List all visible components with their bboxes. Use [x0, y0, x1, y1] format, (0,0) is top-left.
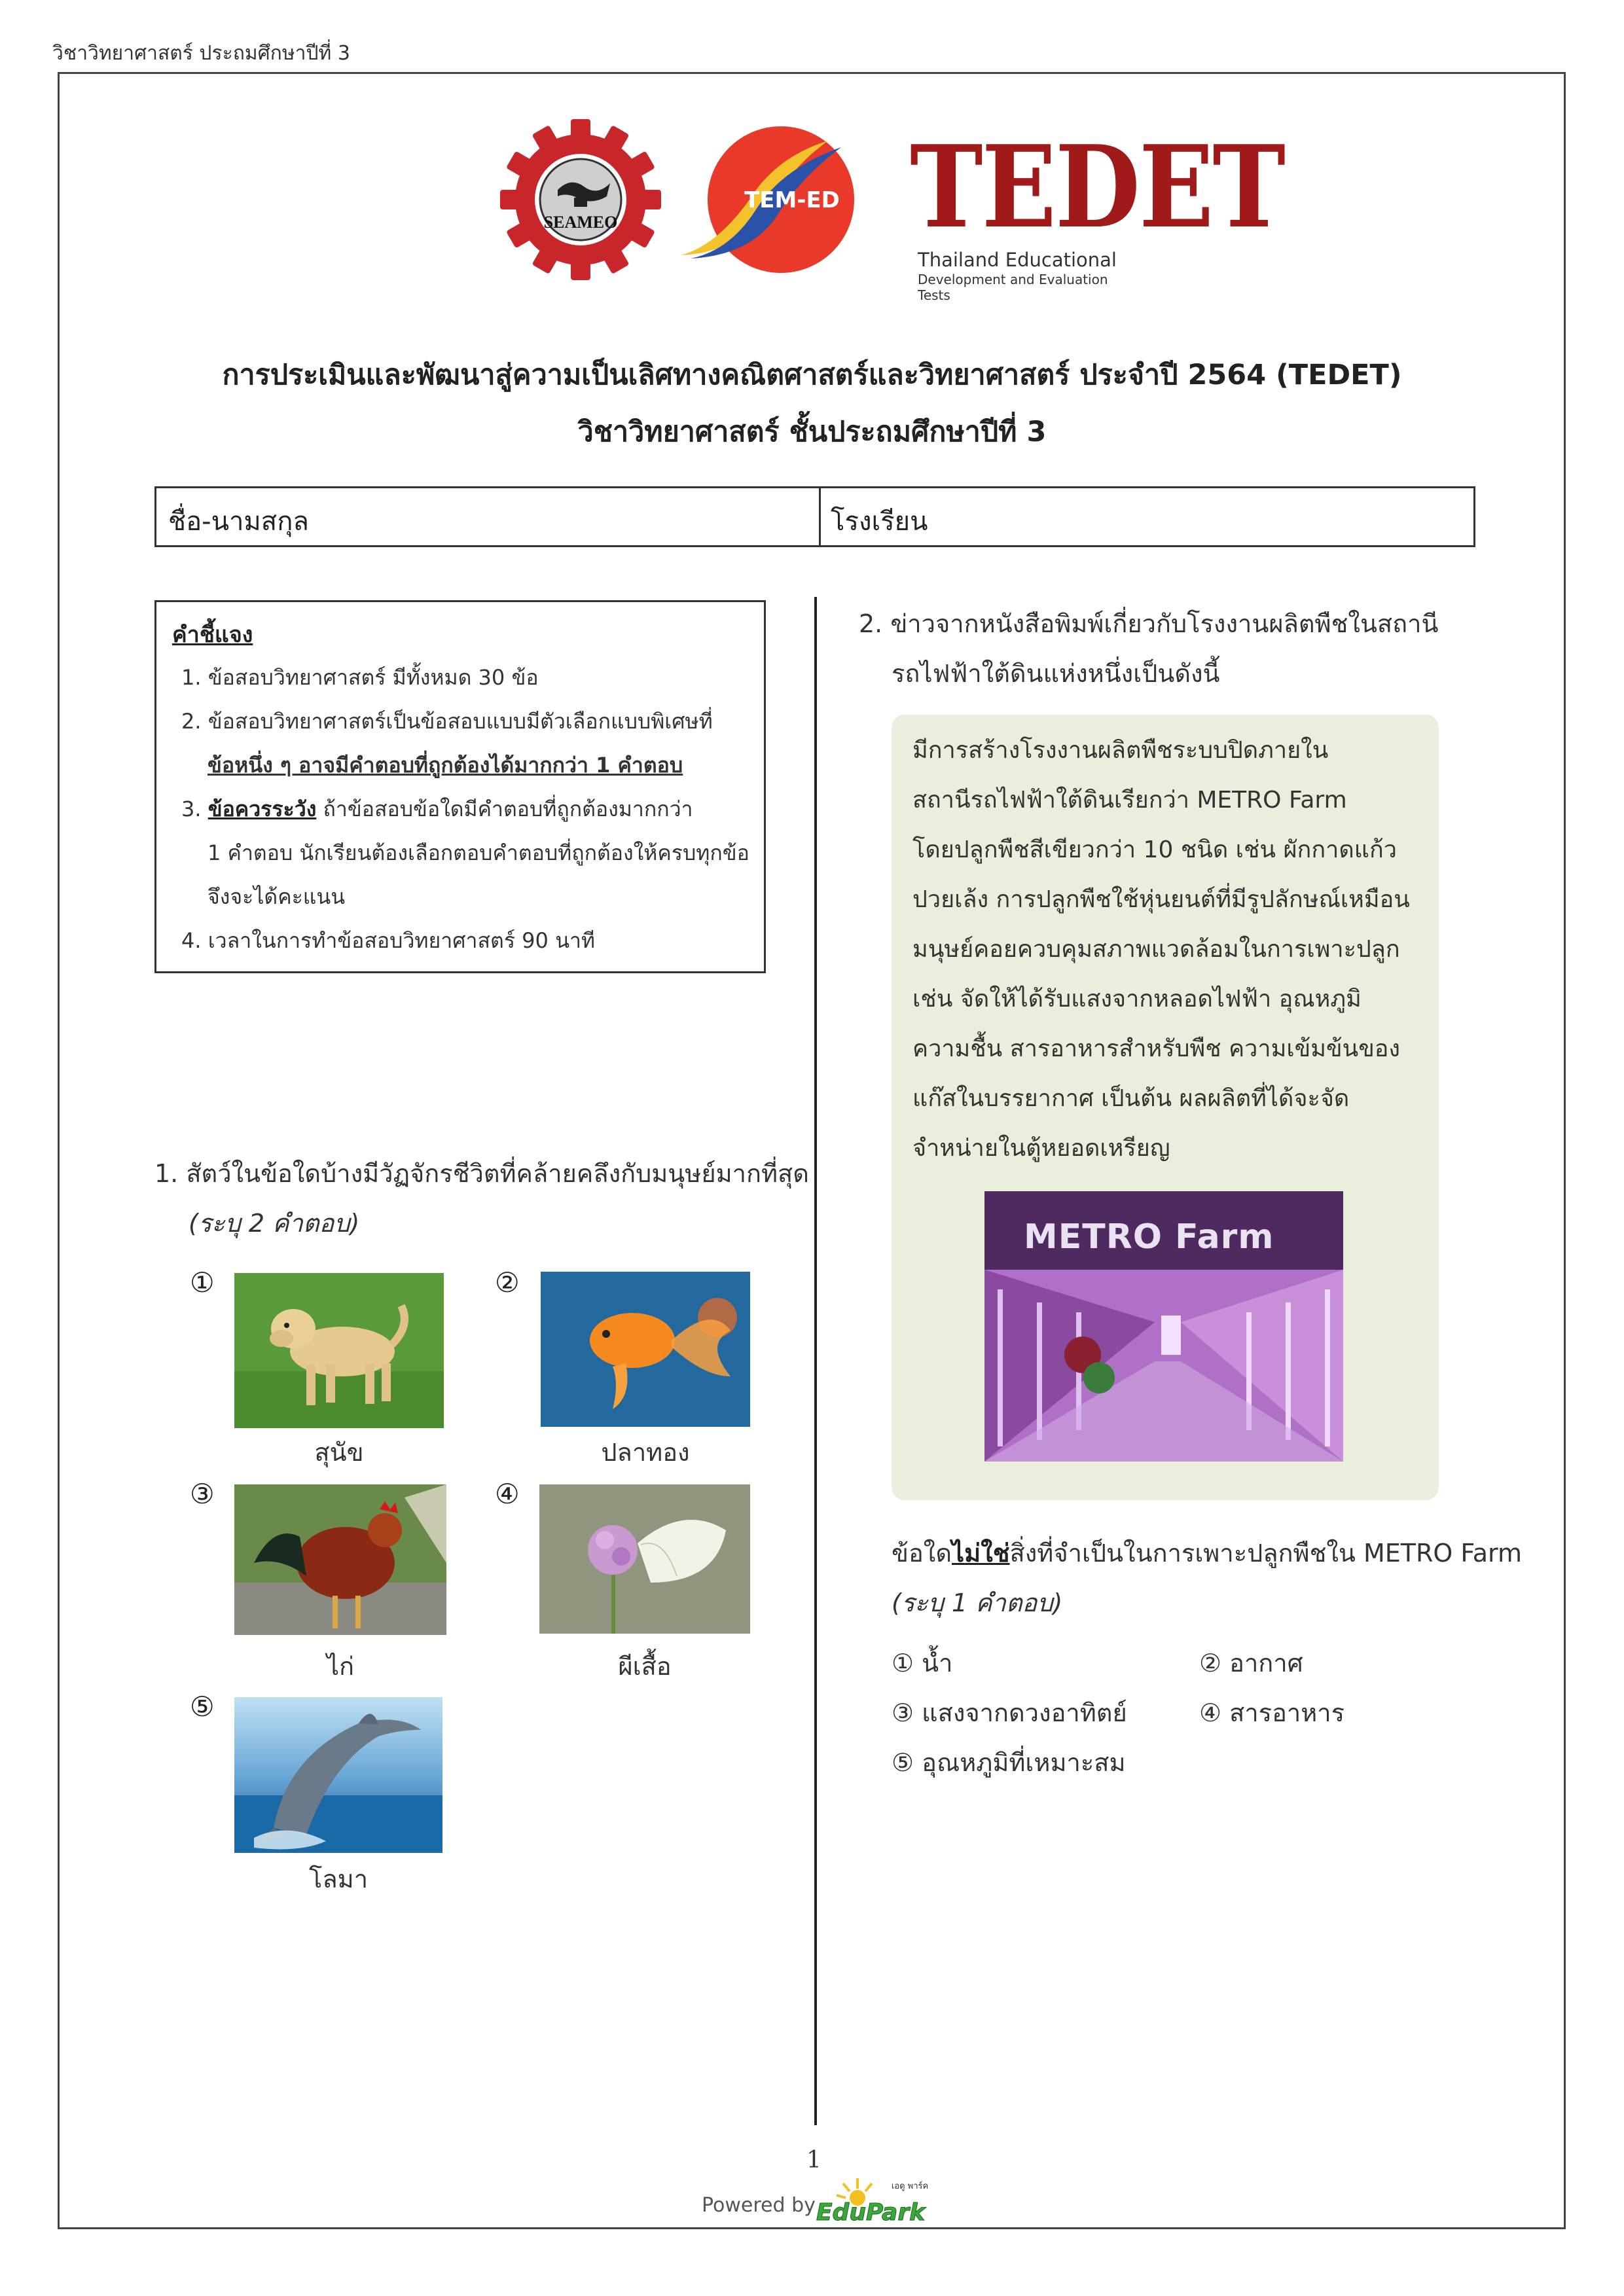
- tedet-logo: [910, 121, 1284, 303]
- tedet-subtitle-1: Thailand Educational: [918, 249, 1117, 271]
- dog-photo[interactable]: [234, 1273, 444, 1428]
- instruction-2b: ข้อหนึ่ง ๆ อาจมีคำตอบที่ถูกต้องได้มากกว่า 1 คำตอบ: [208, 753, 683, 778]
- q2-option-2[interactable]: ② อากาศ: [1199, 1649, 1303, 1677]
- edupark-wordmark: EduPark: [816, 2199, 926, 2226]
- q1-option-4-mark[interactable]: ④: [495, 1478, 520, 1510]
- name-field-label[interactable]: ชื่อ-นามสกุล: [168, 507, 309, 537]
- seameo-text: SEAMEO: [543, 213, 618, 232]
- q2-question-suffix: สิ่งที่จำเป็นในการเพาะปลูกพืชใน METRO Farm: [1009, 1539, 1522, 1568]
- q1-option-5-mark[interactable]: ⑤: [190, 1691, 215, 1723]
- article-line-1: มีการสร้างโรงงานผลิตพืชระบบปิดภายใน: [912, 737, 1329, 764]
- q2-question: [892, 1533, 1522, 1573]
- powered-by-text: Powered by: [702, 2194, 816, 2217]
- edupark-logo: [812, 2174, 929, 2227]
- seameo-logo: [499, 118, 662, 281]
- page-number: 1: [806, 2147, 821, 2174]
- temed-text: TEM-ED: [744, 187, 840, 213]
- q1-option-1-label: สุนัข: [314, 1438, 364, 1467]
- q1-option-5-label: โลมา: [308, 1865, 369, 1893]
- instruction-3b: 1 คำตอบ นักเรียนต้องเลือกตอบคำตอบที่ถูกต้องให้ครบทุกข้อ: [208, 840, 749, 865]
- q2-option-4[interactable]: ④ สารอาหาร: [1199, 1698, 1345, 1727]
- q2-option-1[interactable]: ① น้ำ: [892, 1649, 953, 1677]
- instructions-box: [154, 600, 766, 973]
- article-line-2: สถานีรถไฟฟ้าใต้ดินเรียกว่า METRO Farm: [912, 787, 1347, 814]
- metro-farm-photo: [984, 1191, 1343, 1462]
- running-header: วิชาวิทยาศาสตร์ ประถมศึกษาปีที่ 3: [52, 42, 350, 65]
- column-divider: [814, 597, 817, 2125]
- q1-text: 1. สัตว์ในข้อใดบ้างมีวัฏจักรชีวิตที่คล้ายคลึงกับมนุษย์มากที่สุด: [154, 1159, 809, 1188]
- q2-question-emphasis: ไม่ใช่: [952, 1539, 1010, 1568]
- q1-option-3-mark[interactable]: ③: [190, 1478, 215, 1510]
- school-field-label[interactable]: โรงเรียน: [831, 507, 928, 537]
- q1-option-1-mark[interactable]: ①: [190, 1266, 215, 1299]
- instruction-3a: [181, 793, 693, 826]
- instruction-4: 4. เวลาในการทำข้อสอบวิทยาศาสตร์ 90 นาที: [181, 928, 595, 953]
- name-school-box: [154, 486, 1475, 547]
- rooster-photo[interactable]: [234, 1484, 446, 1635]
- butterfly-photo[interactable]: [539, 1484, 750, 1634]
- exam-subtitle: วิชาวิทยาศาสตร์ ชั้นประถมศึกษาปีที่ 3: [577, 416, 1047, 448]
- exam-title: การประเมินและพัฒนาสู่ความเป็นเลิศทางคณิตศาสตร์และวิทยาศาสตร์ ประจำปี 2564 (TEDET): [222, 359, 1402, 391]
- instruction-3-number: 3.: [181, 797, 208, 821]
- article-line-3: โดยปลูกพืชสีเขียวกว่า 10 ชนิด เช่น ผักกาดแก้ว: [912, 836, 1397, 863]
- goldfish-photo[interactable]: [541, 1272, 750, 1427]
- q2-option-3[interactable]: ③ แสงจากดวงอาทิตย์: [892, 1698, 1127, 1727]
- temed-logo: [677, 121, 857, 278]
- article-line-6: เช่น จัดให้ได้รับแสงจากหลอดไฟฟ้า อุณหภูมิ: [912, 986, 1362, 1013]
- tedet-wordmark: TEDET: [910, 121, 1284, 254]
- tedet-subtitle-2: Development and Evaluation Tests: [918, 272, 1108, 303]
- instruction-2a: 2. ข้อสอบวิทยาศาสตร์เป็นข้อสอบแบบมีตัวเลือกแบบพิเศษที่: [181, 709, 713, 734]
- article-line-5: มนุษย์คอยควบคุมสภาพแวดล้อมในการเพาะปลูก: [912, 936, 1400, 963]
- instruction-3-text: ถ้าข้อสอบข้อใดมีคำตอบที่ถูกต้องมากกว่า: [316, 797, 693, 821]
- q2-question-prefix: ข้อใด: [892, 1539, 952, 1568]
- q2-text-line1: 2. ข่าวจากหนังสือพิมพ์เกี่ยวกับโรงงานผลิตพืชในสถานี: [859, 609, 1439, 638]
- q2-option-5[interactable]: ⑤ อุณหภูมิที่เหมาะสม: [892, 1748, 1126, 1777]
- q2-hint: (ระบุ 1 คำตอบ): [892, 1588, 1063, 1617]
- article-line-9: จำหน่ายในตู้หยอดเหรียญ: [912, 1135, 1170, 1162]
- q1-option-4-label: ผีเสื้อ: [618, 1652, 672, 1681]
- instruction-3c: จึงจะได้คะแนน: [208, 884, 346, 909]
- name-box-divider: [819, 488, 821, 545]
- edupark-small-text: เอดู พาร์ค: [891, 2181, 929, 2191]
- article-line-8: แก๊สในบรรยากาศ เป็นต้น ผลผลิตที่ได้จะจัด: [912, 1085, 1350, 1112]
- instruction-3-warning: ข้อควรระวัง: [208, 797, 317, 821]
- q1-option-2-mark[interactable]: ②: [495, 1266, 520, 1299]
- metro-farm-sign: METRO Farm: [1024, 1217, 1274, 1257]
- dolphin-photo[interactable]: [234, 1697, 442, 1853]
- q2-text-line2: รถไฟฟ้าใต้ดินแห่งหนึ่งเป็นดังนี้: [892, 659, 1220, 688]
- q1-option-3-label: ไก่: [326, 1652, 355, 1681]
- article-line-7: ความชื้น สารอาหารสำหรับพืช ความเข้มข้นของ: [912, 1035, 1400, 1062]
- instructions-heading: คำชี้แจง: [172, 622, 253, 648]
- instruction-1: 1. ข้อสอบวิทยาศาสตร์ มีทั้งหมด 30 ข้อ: [181, 665, 539, 690]
- article-line-4: ปวยเล้ง การปลูกพืชใช้หุ่นยนต์ที่มีรูปลักษณ์เหมือน: [912, 886, 1410, 913]
- q1-option-2-label: ปลาทอง: [601, 1438, 690, 1467]
- q1-hint: (ระบุ 2 คำตอบ): [189, 1209, 360, 1238]
